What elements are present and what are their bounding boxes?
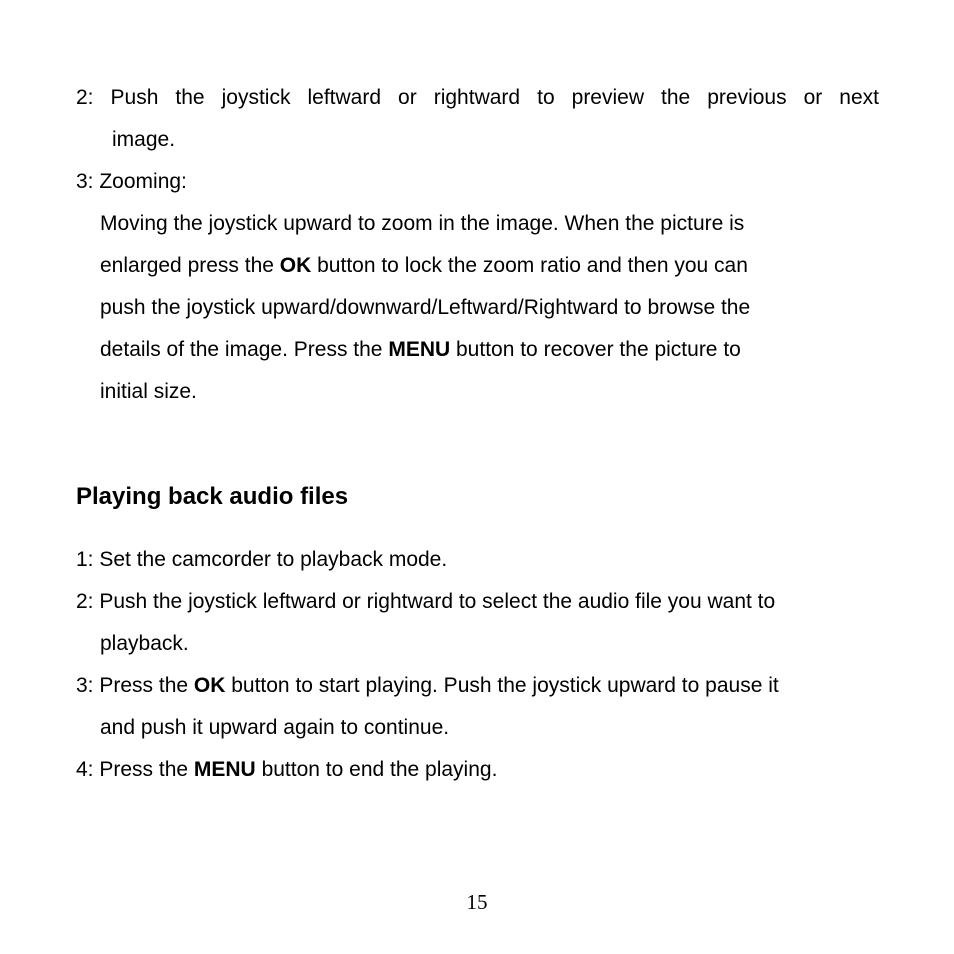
preview-step-line-2: image.	[112, 128, 176, 151]
zooming-body-line-1: Moving the joystick upward to zoom in the image. When the picture is	[100, 212, 745, 235]
audio-step-4-text-b: button to end the playing.	[255, 758, 498, 781]
audio-step-3-line-1	[76, 674, 779, 698]
zooming-body-line-4-text-a: details of the image. Press the	[100, 338, 389, 361]
zooming-body-line-4-text-b: button to recover the picture to	[450, 338, 741, 361]
preview-step-line-1: 2: Push the joystick leftward or rightward to preview the previous or next	[76, 86, 879, 109]
audio-step-2-line-2: playback.	[100, 632, 189, 655]
audio-step-3-line-2: and push it upward again to continue.	[100, 716, 450, 739]
zooming-body-line-3: push the joystick upward/downward/Leftward/Rightward to browse the	[100, 296, 751, 319]
audio-step-4-text-a: 4: Press the	[76, 758, 194, 781]
audio-step-3-text-b: button to start playing. Push the joystick upward to pause it	[225, 674, 779, 697]
ok-button-label: OK	[193, 674, 226, 697]
menu-button-label: MENU	[193, 758, 256, 781]
ok-button-label: OK	[279, 254, 312, 277]
zooming-body-line-2-text-a: enlarged press the	[100, 254, 280, 277]
audio-step-1: 1: Set the camcorder to playback mode.	[76, 548, 448, 571]
zooming-body-line-5: initial size.	[100, 380, 197, 403]
zooming-body-line-2-text-b: button to lock the zoom ratio and then you can	[311, 254, 748, 277]
audio-step-2-line-1: 2: Push the joystick leftward or rightward to select the audio file you want to	[76, 590, 776, 613]
section-heading-audio: Playing back audio files	[76, 483, 349, 510]
zooming-body-line-4	[100, 338, 741, 362]
menu-button-label: MENU	[388, 338, 451, 361]
audio-step-3-text-a: 3: Press the	[76, 674, 194, 697]
page-number: 15	[466, 890, 488, 914]
audio-step-4	[76, 758, 497, 782]
zooming-body-line-2	[100, 254, 748, 278]
zooming-step-title: 3: Zooming:	[76, 170, 187, 193]
